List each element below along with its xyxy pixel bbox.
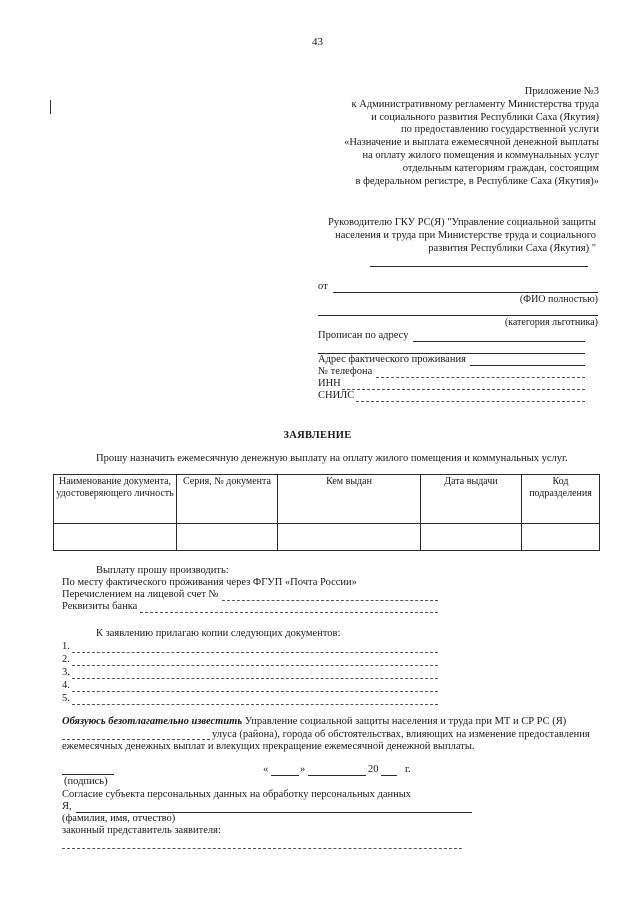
date-close-quote: » bbox=[300, 764, 306, 775]
actual-address-label: Адрес фактического проживания bbox=[318, 354, 466, 365]
category-field[interactable] bbox=[318, 315, 598, 316]
signature-field[interactable] bbox=[62, 774, 114, 775]
appendix-line: отдельным категориям граждан, состоящим bbox=[402, 162, 599, 174]
document-title: ЗАЯВЛЕНИЕ bbox=[283, 430, 352, 441]
attachment-number: 5. bbox=[62, 693, 70, 704]
bank-details-label: Реквизиты банка bbox=[62, 601, 138, 612]
table-header-cell: Наименование документа, удостоверяющего личность bbox=[54, 475, 177, 524]
appendix-line: в федеральном регистре, в Республике Саха (Якутия)» bbox=[355, 175, 599, 187]
table-row[interactable] bbox=[54, 524, 600, 551]
addressee-underline[interactable] bbox=[370, 266, 588, 267]
table-cell[interactable] bbox=[421, 524, 522, 551]
attachment-field[interactable] bbox=[72, 678, 438, 679]
table-header-cell: Серия, № документа bbox=[177, 475, 278, 524]
registered-address-field[interactable] bbox=[413, 341, 585, 342]
attachment-number: 3. bbox=[62, 667, 70, 678]
year-prefix: 20 bbox=[368, 764, 379, 775]
table-cell[interactable] bbox=[278, 524, 421, 551]
attachment-number: 2. bbox=[62, 654, 70, 665]
bank-details-field[interactable] bbox=[140, 612, 438, 613]
attachment-field[interactable] bbox=[72, 665, 438, 666]
attachment-field[interactable] bbox=[72, 691, 438, 692]
account-number-field[interactable] bbox=[222, 600, 438, 601]
from-label: от bbox=[318, 281, 328, 292]
signature-caption: (подпись) bbox=[64, 776, 108, 787]
consent-i-label: Я, bbox=[62, 801, 72, 812]
consent-name-caption: (фамилия, имя, отчество) bbox=[62, 813, 176, 824]
attachment-number: 4. bbox=[62, 680, 70, 691]
fio-caption: (ФИО полностью) bbox=[519, 294, 598, 305]
margin-mark bbox=[50, 100, 51, 114]
date-year-field[interactable] bbox=[381, 775, 397, 776]
obligation-line-3: ежемесячных денежных выплат и влекущих прекращение ежемесячной денежной выплаты. bbox=[62, 741, 475, 752]
obligation-line-2: улуса (района), города об обстоятельствах, влияющих на изменение предоставления bbox=[212, 729, 590, 740]
attachment-number: 1. bbox=[62, 641, 70, 652]
request-text: Прошу назначить ежемесячную денежную выплату на оплату жилого помещения и коммунальных услуг. bbox=[96, 453, 568, 464]
table-header-cell: Дата выдачи bbox=[421, 475, 522, 524]
identity-document-table bbox=[53, 474, 600, 551]
payment-option-account: Перечислением на лицевой счет № bbox=[62, 589, 219, 600]
date-open-quote: « bbox=[263, 764, 269, 775]
table-header-cell: Код подразделения bbox=[522, 475, 600, 524]
snils-field[interactable] bbox=[356, 401, 585, 402]
obligation-line-1 bbox=[62, 716, 566, 729]
attachment-field[interactable] bbox=[72, 652, 438, 653]
appendix-header bbox=[344, 86, 599, 188]
table-header-cell: Кем выдан bbox=[278, 475, 421, 524]
addressee: Руководителю ГКУ РС(Я) "Управление социальной защиты населения и труда при Министерстве труда и социального развития Республики Саха (Якутия) " bbox=[328, 217, 596, 254]
table-header-row bbox=[54, 475, 600, 524]
category-caption: (категория льготника) bbox=[504, 317, 598, 328]
date-month-field[interactable] bbox=[308, 775, 366, 776]
obligation-bold: Обязуюсь безотлагательно известить bbox=[62, 716, 243, 727]
snils-label: СНИЛС bbox=[318, 390, 355, 401]
payment-option-post: По месту фактического проживания через ФГУП «Почта России» bbox=[62, 577, 357, 588]
appendix-line: «Назначение и выплата ежемесячной денежной выплаты bbox=[344, 137, 599, 149]
obligation-rest: Управление социальной защиты населения и труда при МТ и СР РС (Я) bbox=[242, 716, 567, 727]
year-suffix: г. bbox=[405, 764, 411, 775]
table-cell[interactable] bbox=[54, 524, 177, 551]
phone-field[interactable] bbox=[376, 377, 585, 378]
district-field[interactable] bbox=[62, 739, 210, 740]
fio-field[interactable] bbox=[333, 292, 598, 293]
phone-label: № телефона bbox=[318, 366, 373, 377]
appendix-line: на оплату жилого помещения и коммунальных услуг bbox=[362, 149, 599, 161]
consent-representative: законный представитель заявителя: bbox=[62, 825, 221, 836]
table-cell[interactable] bbox=[522, 524, 600, 551]
page-number: 43 bbox=[312, 36, 323, 48]
inn-field[interactable] bbox=[342, 389, 585, 390]
appendix-line: Приложение №3 bbox=[524, 86, 599, 97]
date-day-field[interactable] bbox=[271, 775, 299, 776]
appendix-line: к Административному регламенту Министерства труда bbox=[351, 98, 599, 110]
representative-field[interactable] bbox=[62, 848, 462, 849]
consent-title: Согласие субъекта персональных данных на обработку персональных данных bbox=[62, 789, 412, 800]
appendix-line: и социального развития Республики Саха (Якутия) bbox=[371, 111, 599, 123]
inn-label: ИНН bbox=[318, 378, 341, 389]
attachments-intro: К заявлению прилагаю копии следующих документов: bbox=[96, 628, 341, 639]
attachment-field[interactable] bbox=[72, 704, 438, 705]
payment-intro: Выплату прошу производить: bbox=[96, 565, 229, 576]
actual-address-field[interactable] bbox=[470, 365, 585, 366]
registered-label: Прописан по адресу bbox=[318, 330, 409, 341]
table-cell[interactable] bbox=[177, 524, 278, 551]
appendix-line: по предоставлению государственной услуги bbox=[401, 124, 599, 136]
